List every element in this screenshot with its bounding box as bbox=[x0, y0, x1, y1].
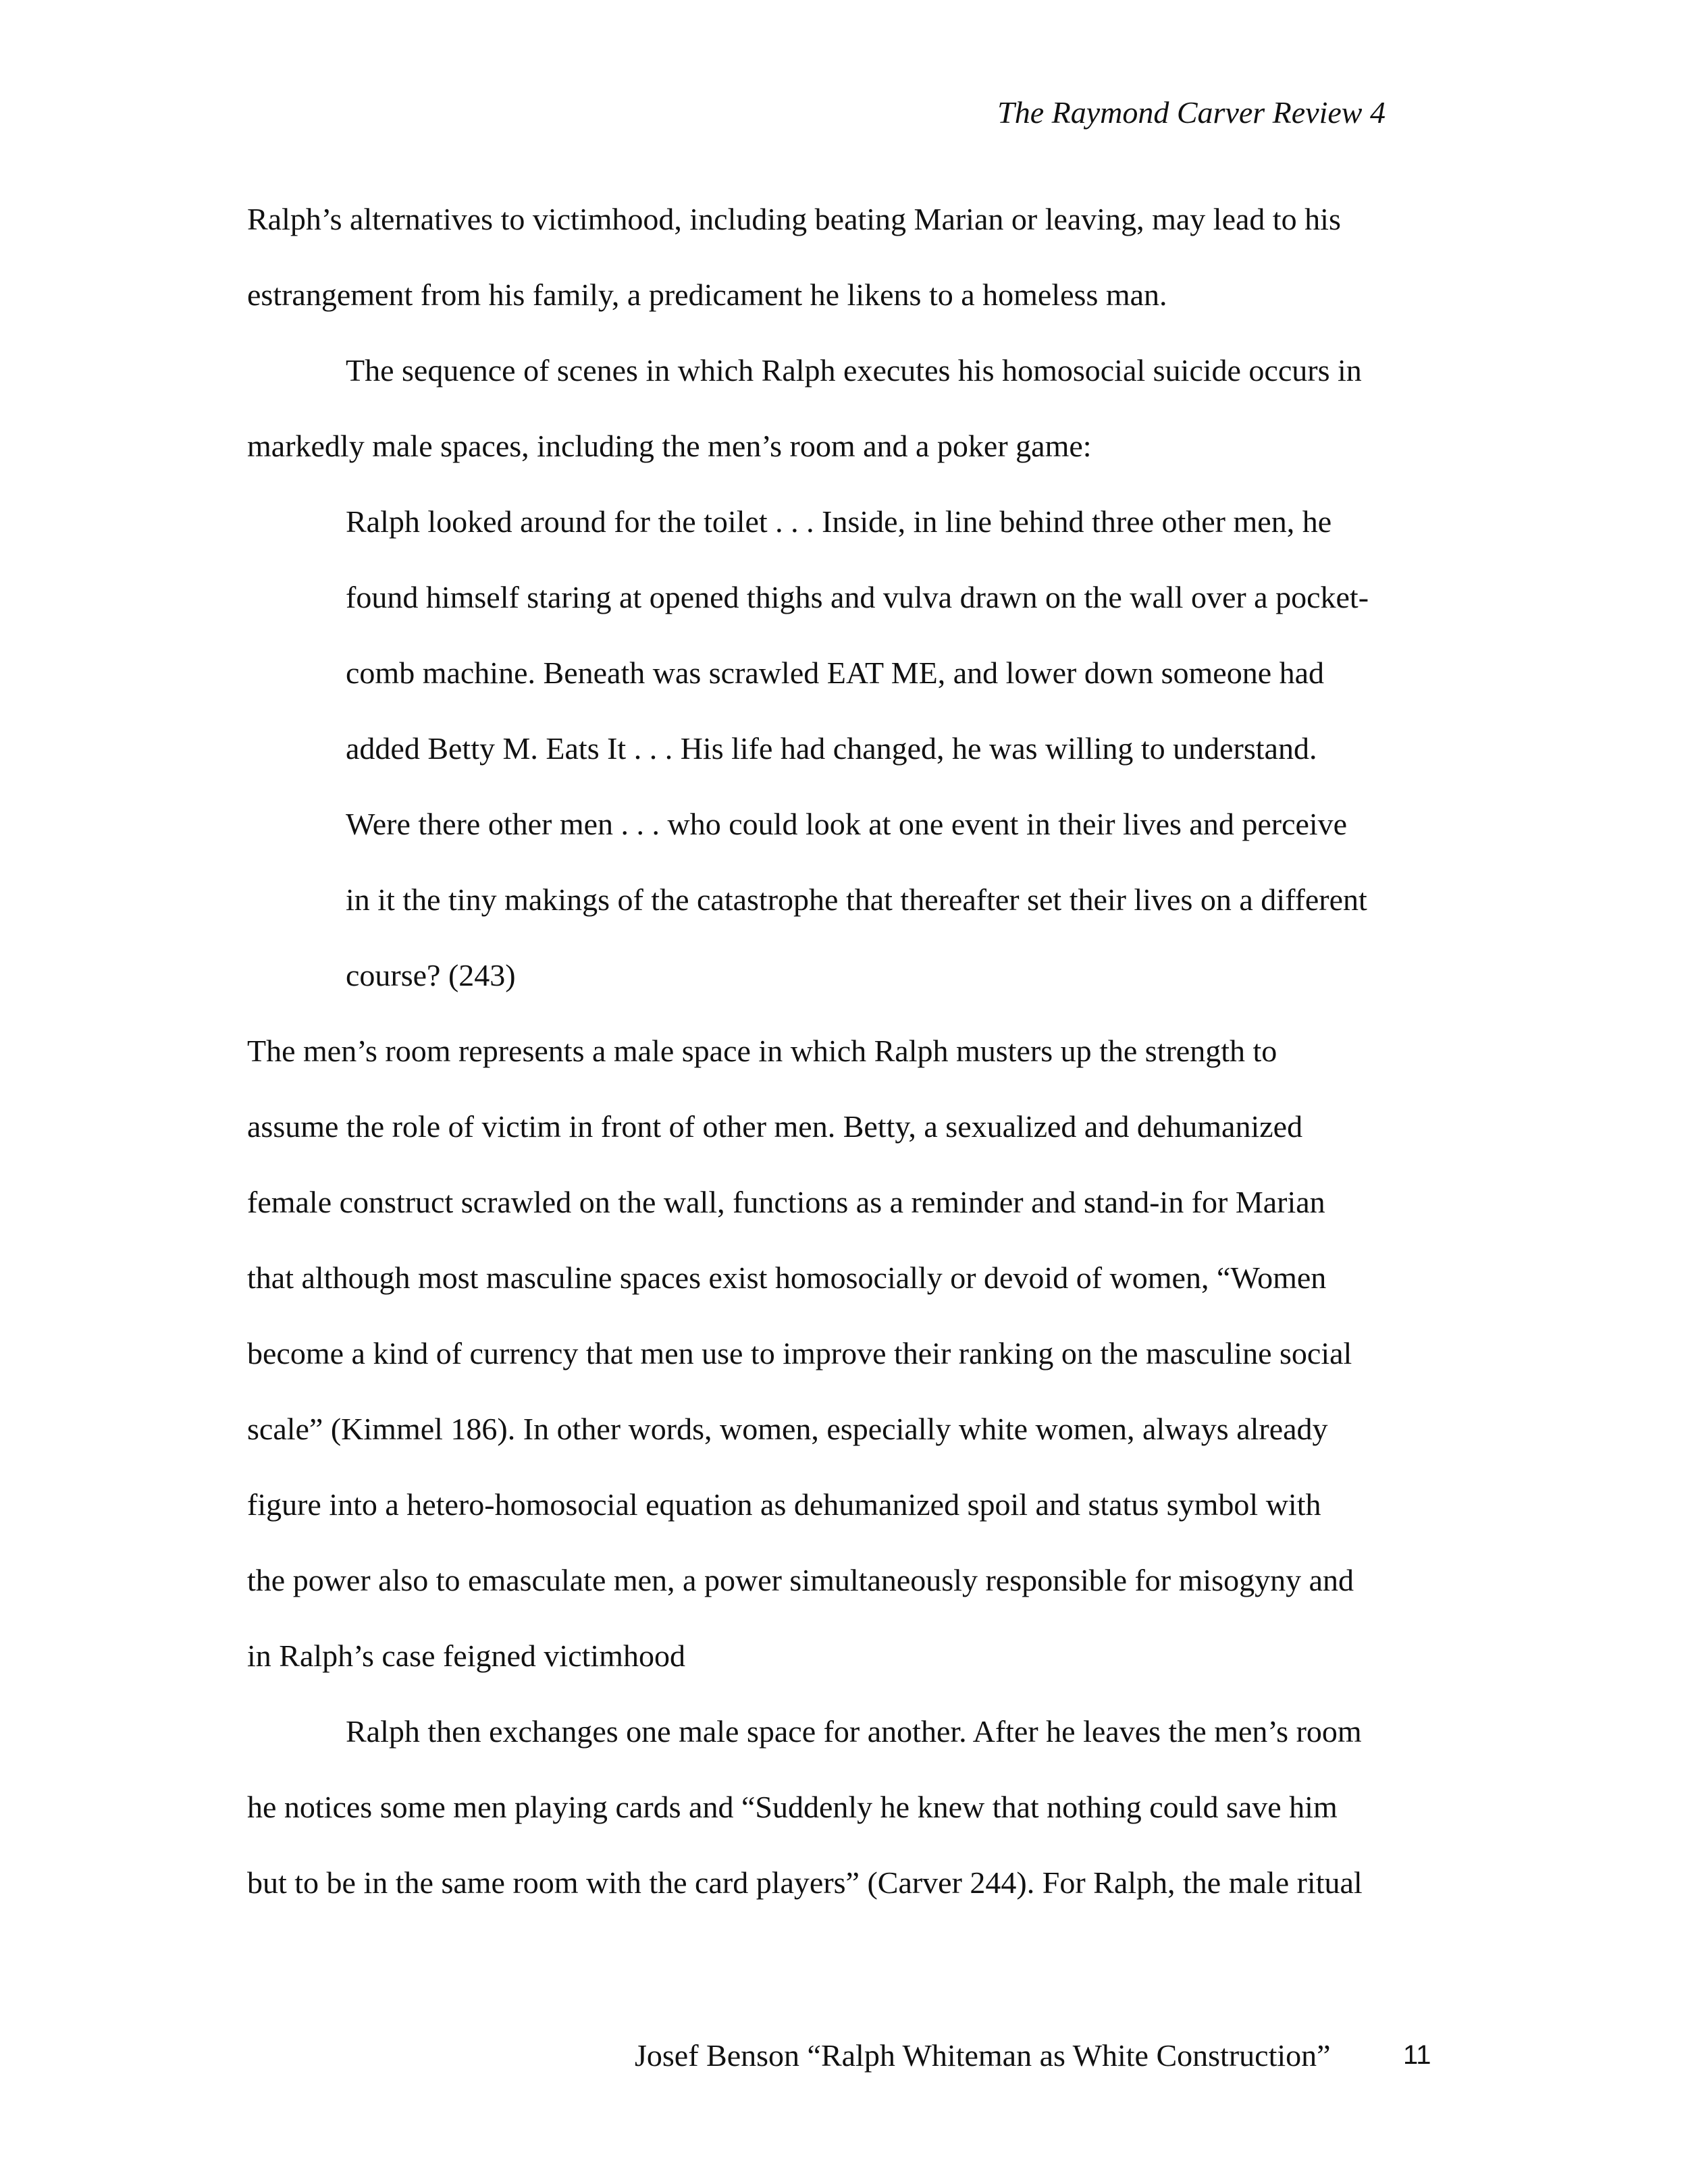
body-line: Ralph’s alternatives to victimhood, including beating Marian or leaving, may lead to his bbox=[247, 202, 1341, 236]
body-line: figure into a hetero-homosocial equation as dehumanized spoil and status symbol with bbox=[247, 1487, 1321, 1522]
body-line: estrangement from his family, a predicament he likens to a homeless man. bbox=[247, 277, 1167, 312]
body-line: The sequence of scenes in which Ralph executes his homosocial suicide occurs in bbox=[346, 353, 1362, 388]
footer-citation: Josef Benson “Ralph Whiteman as White Construction” bbox=[635, 2038, 1331, 2073]
block-quote-line: course? (243) bbox=[346, 958, 516, 992]
body-line: the power also to emasculate men, a power simultaneously responsible for misogyny and bbox=[247, 1563, 1354, 1597]
block-quote-line: comb machine. Beneath was scrawled EAT ME, and lower down someone had bbox=[346, 656, 1325, 690]
body-line: that although most masculine spaces exist homosocially or devoid of women, “Women bbox=[247, 1260, 1327, 1295]
page-number: 11 bbox=[1403, 2040, 1431, 2070]
body-line: assume the role of victim in front of other men. Betty, a sexualized and dehumanized bbox=[247, 1109, 1303, 1144]
body-line: female construct scrawled on the wall, functions as a reminder and stand-in for Marian bbox=[247, 1185, 1325, 1219]
block-quote-line: Ralph looked around for the toilet . . . Inside, in line behind three other men, he bbox=[346, 504, 1332, 539]
running-header: The Raymond Carver Review 4 bbox=[997, 95, 1386, 130]
body-line: become a kind of currency that men use to improve their ranking on the masculine social bbox=[247, 1336, 1352, 1370]
body-line: markedly male spaces, including the men’s room and a poker game: bbox=[247, 429, 1092, 463]
block-quote-line: added Betty M. Eats It . . . His life had changed, he was willing to understand. bbox=[346, 731, 1317, 766]
block-quote-line: found himself staring at opened thighs and vulva drawn on the wall over a pocket- bbox=[346, 580, 1369, 614]
body-line: but to be in the same room with the card players” (Carver 244). For Ralph, the male ritual bbox=[247, 1865, 1363, 1900]
block-quote-line: Were there other men . . . who could look at one event in their lives and perceive bbox=[346, 807, 1348, 841]
body-line: he notices some men playing cards and “Suddenly he knew that nothing could save him bbox=[247, 1790, 1338, 1824]
body-line: in Ralph’s case feigned victimhood bbox=[247, 1639, 685, 1673]
block-quote-line: in it the tiny makings of the catastrophe that thereafter set their lives on a different bbox=[346, 882, 1367, 917]
body-line: scale” (Kimmel 186). In other words, women, especially white women, always already bbox=[247, 1412, 1328, 1446]
body-line: Ralph then exchanges one male space for another. After he leaves the men’s room bbox=[346, 1714, 1362, 1749]
body-line: The men’s room represents a male space in which Ralph musters up the strength to bbox=[247, 1034, 1277, 1068]
